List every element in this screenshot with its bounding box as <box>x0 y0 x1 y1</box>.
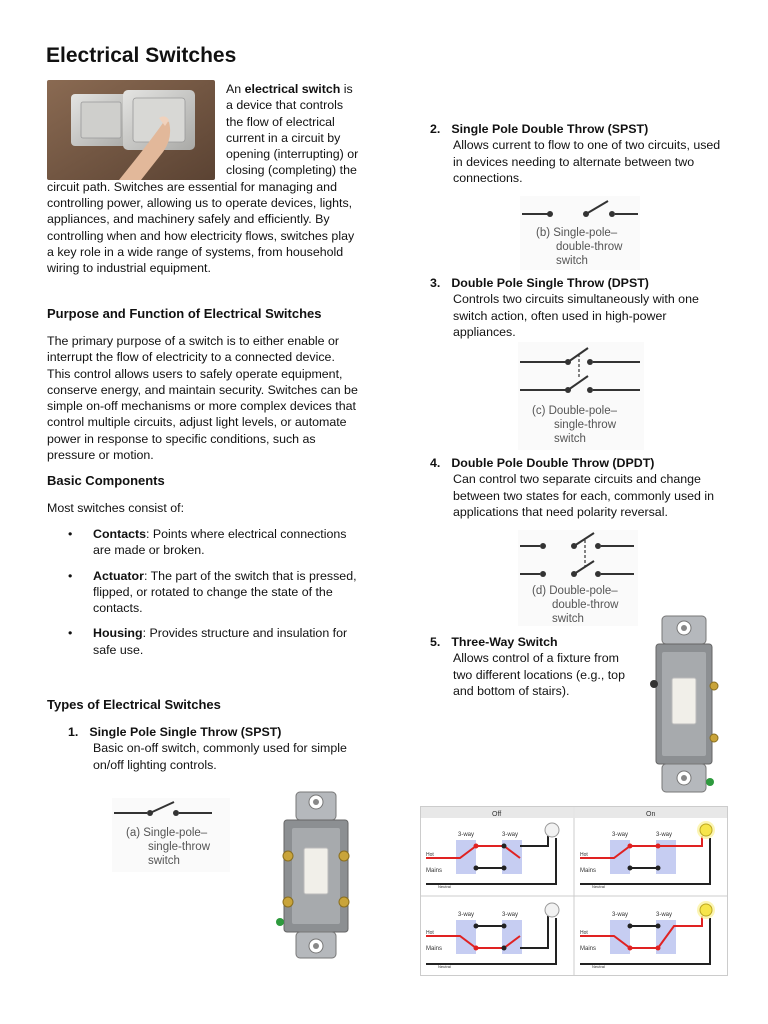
svg-text:3-way: 3-way <box>458 912 475 918</box>
svg-text:Neutral: Neutral <box>592 884 605 889</box>
diagram-caption: (a) Single-pole– <box>126 827 208 839</box>
svg-text:switch: switch <box>556 255 588 267</box>
type-item-dpst: 3. Double Pole Single Throw (DPST) Controls two circuits simultaneously with one switch action, often used in high-power appliances. <box>430 276 699 339</box>
spst-diagram <box>112 798 230 872</box>
dpdt-diagram <box>518 530 638 626</box>
type-item-dpdt: 4. Double Pole Double Throw (DPDT) Can control two separate circuits and change between two states for each, commonly used in applications that need polarity reversal. <box>430 456 715 519</box>
svg-text:switch: switch <box>554 433 586 445</box>
purpose-paragraph: The primary purpose of a switch is to either enable or interrupt the flow of electricity to a connected device. This control allows users to safely operate equipment, conserve energy, and maintain security. Switches can be simple on-off mechanisms or more complex devices that control multiple circuits, adjust light levels, or automate power in response to specific conditions, such as pressure or motion. <box>47 334 358 463</box>
svg-text:3-way: 3-way <box>502 912 519 918</box>
components-list <box>68 526 360 658</box>
svg-text:single-throw: single-throw <box>148 841 210 853</box>
three-way-wiring-diagram <box>420 806 728 976</box>
svg-text:Mains: Mains <box>580 946 597 952</box>
column-off-label: Off <box>492 811 502 818</box>
diagram-caption: (d) Double-pole– <box>532 585 618 597</box>
diagram-caption: (b) Single-pole– <box>536 227 618 239</box>
type-item-spst: 1. Single Pole Single Throw (SPST) Basic on-off switch, commonly used for simple on/off lighting controls. <box>68 725 347 772</box>
svg-text:Hot: Hot <box>426 930 434 936</box>
svg-text:switch: switch <box>552 613 584 625</box>
svg-text:3-way: 3-way <box>612 912 629 918</box>
svg-text:Hot: Hot <box>580 852 588 858</box>
page-title: Electrical Switches <box>46 44 237 67</box>
type-item-spdt: 2. Single Pole Double Throw (SPST) Allows current to flow to one of two circuits, used in devices needing to alternate between two connections. <box>430 122 721 185</box>
svg-text:3-way: 3-way <box>612 832 629 838</box>
svg-text:Mains: Mains <box>426 868 443 874</box>
diagram-caption: (c) Double-pole– <box>532 405 618 417</box>
type-item-three-way: 5. Three-Way Switch Allows control of a fixture from two different locations (e.g., top and bottom of stairs). <box>430 635 625 698</box>
svg-text:3-way: 3-way <box>458 832 475 838</box>
svg-text:Hot: Hot <box>426 852 434 858</box>
column-on-label: On <box>646 811 656 818</box>
dpst-diagram <box>518 342 644 450</box>
purpose-heading: Purpose and Function of Electrical Switches <box>47 306 322 321</box>
svg-text:Neutral: Neutral <box>438 964 451 969</box>
svg-text:double-throw: double-throw <box>556 241 623 253</box>
intro-paragraph: An electrical switch is a device that controls the flow of electrical current in a circuit by opening (interrupting) or closing (completing) the circuit path. Switches are essential for managing and controlling power, allowing us to operate devices, lights, appliances, and machinery safely and efficiently. By controlling when and how electricity flows, switches play a key role in a wide range of systems, from household wiring to industrial equipment. <box>47 82 359 276</box>
spdt-diagram <box>520 196 640 270</box>
svg-text:single-throw: single-throw <box>554 419 616 431</box>
svg-text:switch: switch <box>148 855 180 867</box>
components-heading: Basic Components <box>47 473 165 488</box>
svg-text:3-way: 3-way <box>656 912 673 918</box>
svg-text:3-way: 3-way <box>656 832 673 838</box>
toggle-switch-image <box>276 790 356 960</box>
types-heading: Types of Electrical Switches <box>47 697 221 712</box>
list-item: • Contacts: Points where electrical connections are made or broken. <box>68 527 347 558</box>
list-item: • Housing: Provides structure and insulation for safe use. <box>68 626 348 657</box>
svg-text:3-way: 3-way <box>502 832 519 838</box>
svg-text:Mains: Mains <box>580 868 597 874</box>
three-way-switch-image <box>650 614 720 796</box>
svg-text:Mains: Mains <box>426 946 443 952</box>
components-intro: Most switches consist of: <box>47 501 185 515</box>
svg-text:Neutral: Neutral <box>438 884 451 889</box>
svg-text:Neutral: Neutral <box>592 964 605 969</box>
list-item: • Actuator: The part of the switch that is pressed, flipped, or rotated to change the state of the contacts. <box>68 568 357 616</box>
svg-text:Hot: Hot <box>580 930 588 936</box>
svg-text:double-throw: double-throw <box>552 599 619 611</box>
